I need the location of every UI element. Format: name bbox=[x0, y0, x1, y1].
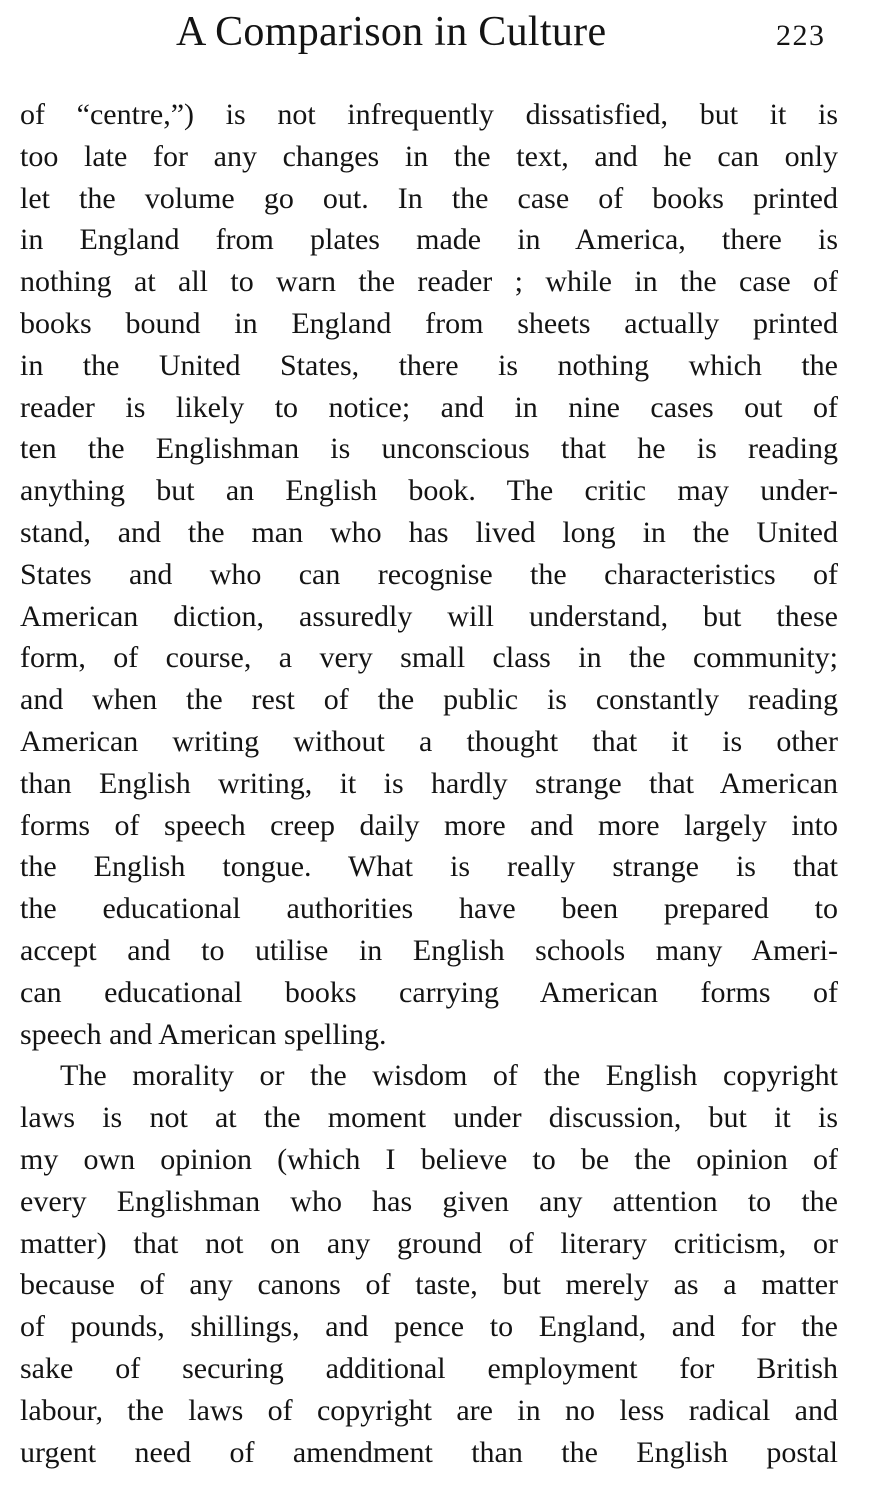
text-line: my own opinion (which I believe to be the opinion of bbox=[20, 1142, 838, 1176]
text-line: reader is likely to notice; and in nine cases out of bbox=[20, 390, 838, 424]
body-text bbox=[20, 94, 838, 1473]
page-number: 223 bbox=[776, 19, 826, 52]
text-line: the educational authorities have been prepared to bbox=[20, 892, 838, 926]
text-line: every Englishman who has given any attention to the bbox=[20, 1184, 838, 1218]
text-line: forms of speech creep daily more and more largely into bbox=[20, 808, 838, 842]
text-line: American diction, assuredly will understand, but these bbox=[20, 599, 838, 633]
text-line: let the volume go out. In the case of books printed bbox=[20, 181, 838, 215]
text-line: and when the rest of the public is constantly reading bbox=[20, 683, 838, 717]
text-line: States and who can recognise the characteristics of bbox=[20, 557, 838, 591]
text-line: matter) that not on any ground of literary criticism, or bbox=[20, 1226, 838, 1260]
text-line: in England from plates made in America, there is bbox=[20, 223, 838, 257]
text-line: too late for any changes in the text, and he can only bbox=[20, 139, 838, 173]
text-line: of pounds, shillings, and pence to England, and for the bbox=[20, 1310, 838, 1344]
text-line: than English writing, it is hardly strange that American bbox=[20, 766, 838, 800]
text-line: nothing at all to warn the reader ; while in the case of bbox=[20, 265, 838, 299]
text-line: books bound in England from sheets actually printed bbox=[20, 306, 838, 340]
text-line: urgent need of amendment than the English postal bbox=[20, 1435, 838, 1469]
text-line: because of any canons of taste, but merely as a matter bbox=[20, 1268, 838, 1302]
paragraph-start-line: The morality or the wisdom of the English copyright bbox=[60, 1059, 838, 1093]
text-line: stand, and the man who has lived long in the United bbox=[20, 515, 838, 549]
text-line: form, of course, a very small class in the community; bbox=[20, 641, 838, 675]
text-line: sake of securing additional employment for British bbox=[20, 1351, 838, 1385]
text-line: can educational books carrying American forms of bbox=[20, 975, 838, 1009]
text-line: labour, the laws of copyright are in no less radical and bbox=[20, 1393, 838, 1427]
text-line: in the United States, there is nothing which the bbox=[20, 348, 838, 382]
text-line: laws is not at the moment under discussion, but it is bbox=[20, 1101, 838, 1135]
text-line: accept and to utilise in English schools many Ameri- bbox=[20, 933, 838, 967]
running-title: A Comparison in Culture bbox=[176, 9, 607, 55]
text-line: anything but an English book. The critic may under- bbox=[20, 474, 838, 508]
text-line: American writing without a thought that it is other bbox=[20, 724, 838, 758]
text-line: the English tongue. What is really strange is that bbox=[20, 850, 838, 884]
paragraph-end-line: speech and American spelling. bbox=[20, 1017, 387, 1051]
text-line: ten the Englishman is unconscious that he is reading bbox=[20, 432, 838, 466]
text-line: of “centre,”) is not infrequently dissatisfied, but it is bbox=[20, 98, 838, 131]
page-header bbox=[0, 4, 872, 60]
